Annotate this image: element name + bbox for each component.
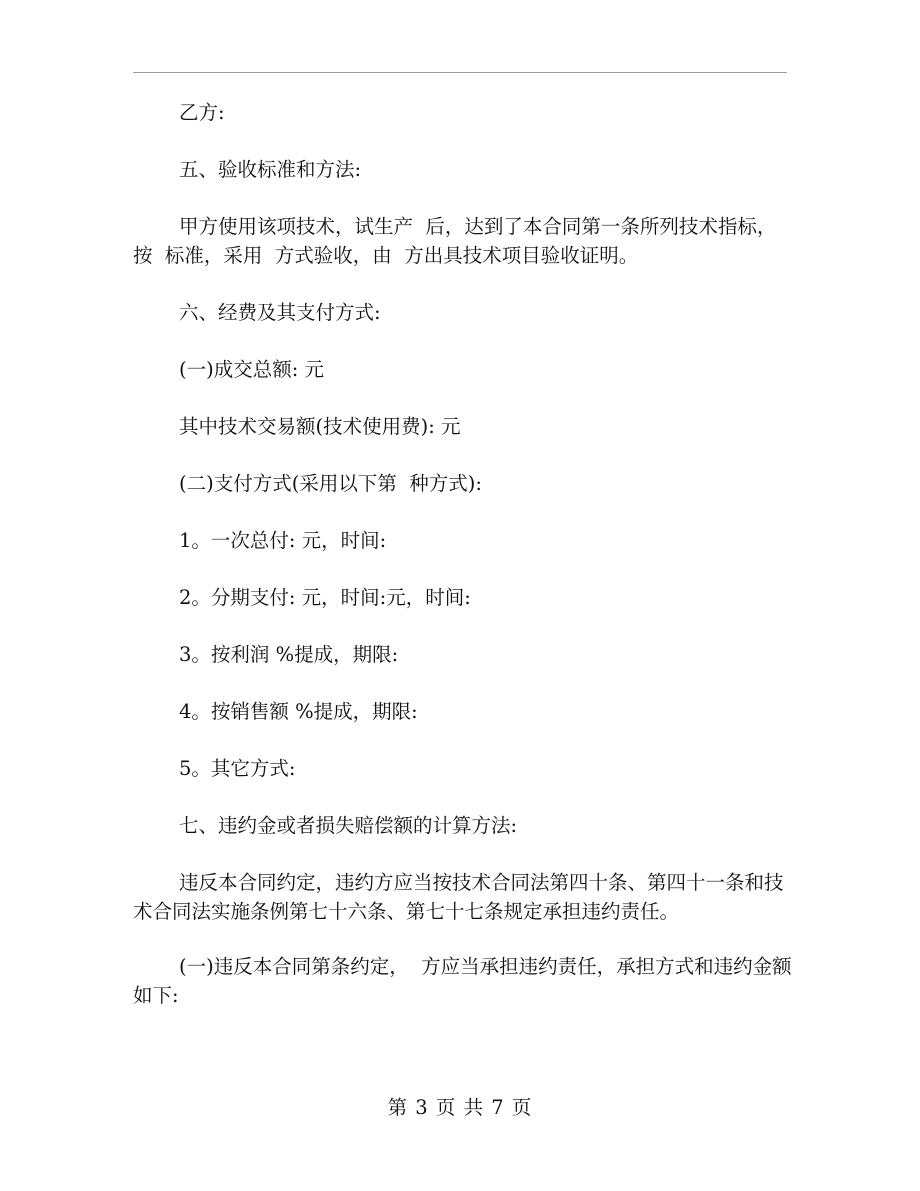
list-item-lump-sum: 1。一次总付: 元，时间: bbox=[179, 529, 387, 552]
paragraph-total-amount: (一)成交总额: 元 bbox=[179, 358, 324, 381]
page-number: 第 3 页 共 7 页 bbox=[387, 1096, 533, 1119]
heading-penalty: 七、违约金或者损失赔偿额的计算方法: bbox=[179, 814, 518, 837]
heading-payment: 六、经费及其支付方式: bbox=[179, 301, 381, 324]
list-item-sales-share: 4。按销售额 %提成，期限: bbox=[179, 700, 418, 723]
paragraph-technology-fee: 其中技术交易额(技术使用费): 元 bbox=[179, 415, 461, 438]
paragraph-breach-terms: (一)违反本合同第条约定， 方应当承担违约责任，承担方式和违约金额如下: bbox=[133, 955, 792, 1007]
heading-acceptance-standards: 五、验收标准和方法: bbox=[179, 158, 362, 181]
paragraph-party-b: 乙方: bbox=[179, 101, 225, 124]
list-item-other: 5。其它方式: bbox=[179, 757, 296, 780]
paragraph-payment-method: (二)支付方式(采用以下第 种方式): bbox=[179, 472, 482, 495]
list-item-profit-share: 3。按利润 %提成，期限: bbox=[179, 643, 399, 666]
list-item-installments: 2。分期支付: 元，时间:元，时间: bbox=[179, 586, 471, 609]
document-body bbox=[133, 98, 793, 1038]
paragraph-acceptance-terms: 甲方使用该项技术，试生产 后，达到了本合同第一条所列技术指标，按 标准，采用 方式验收，由 方出具技术项目验收证明。 bbox=[133, 215, 777, 267]
paragraph-penalty-liability: 违反本合同约定，违约方应当按技术合同法第四十条、第四十一条和技术合同法实施条例第七十六条、第七十七条规定承担违约责任。 bbox=[133, 871, 784, 923]
header-rule bbox=[133, 72, 787, 73]
